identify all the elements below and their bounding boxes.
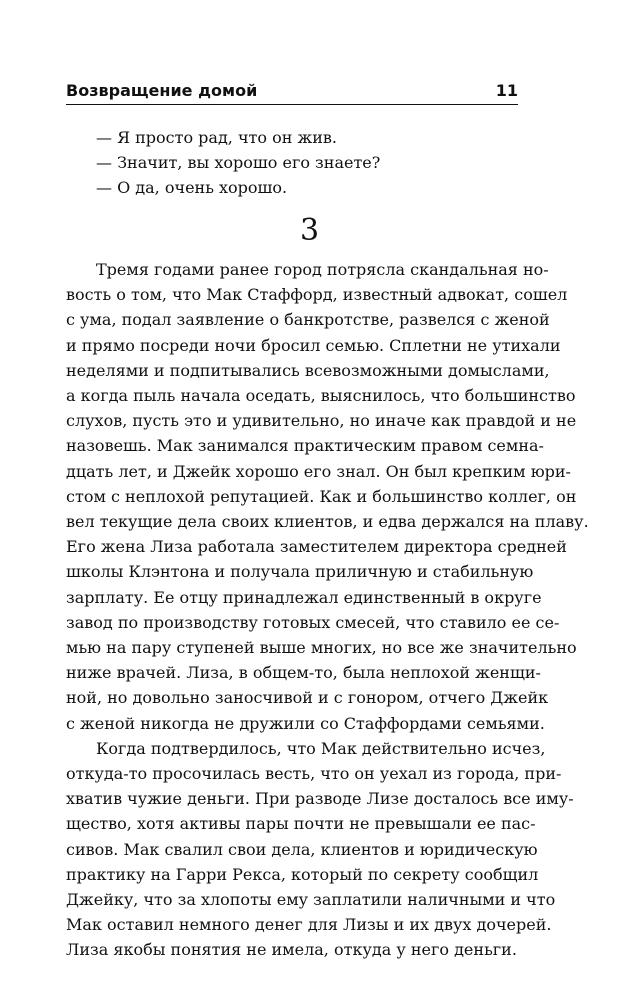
- paragraph-1-line: назовешь. Мак занимался практическим правом семна-: [66, 436, 544, 456]
- paragraph-1-line: с женой никогда не дружили со Стаффордами семьями.: [66, 713, 545, 733]
- paragraph-2-line: сивов. Мак свалил свои дела, клиентов и юридическую: [66, 839, 538, 859]
- paragraph-1-line: с ума, подал заявление о банкротстве, развелся с женой: [66, 310, 550, 330]
- paragraph-1-line: зарплату. Ее отцу принадлежал единственный в округе: [66, 587, 542, 607]
- running-header-title: Возвращение домой: [66, 81, 258, 100]
- paragraph-1-line: вость о том, что Мак Стаффорд, известный адвокат, сошел: [66, 285, 568, 305]
- paragraph-1-line: слухов, пусть это и удивительно, но иначе как правдой и не: [66, 411, 577, 431]
- paragraph-1-line: завод по производству готовых смесей, что ставило ее се-: [66, 612, 560, 632]
- dialogue-line: — Я просто рад, что он жив.: [96, 128, 337, 147]
- chapter-body: [66, 257, 589, 963]
- paragraph-1-line: школы Клэнтона и получала приличную и стабильную: [66, 562, 534, 582]
- paragraph-2-line: Джейку, что за хлопоты ему заплатили наличными и что: [66, 890, 556, 910]
- paragraph-1-line: вел текущие дела своих клиентов, и едва держался на плаву.: [66, 512, 589, 532]
- paragraph-2-line: Когда подтвердилось, что Мак действительно исчез,: [96, 738, 546, 758]
- paragraph-1-line: Тремя годами ранее город потрясла скандальная но-: [96, 260, 549, 279]
- paragraph-1-line: неделями и подпитывались всевозможными домыслами,: [66, 360, 550, 380]
- header-rule: [66, 104, 518, 105]
- paragraph-1-line: а когда пыль начала оседать, выяснилось, что большинство: [66, 386, 576, 406]
- page-number: 11: [495, 81, 518, 100]
- dialogue-block: [66, 125, 518, 201]
- paragraph-2-line: щество, хотя активы пары почти не превышали ее пас-: [66, 814, 536, 834]
- dialogue-line: — О да, очень хорошо.: [96, 178, 288, 198]
- paragraph-1-line: ниже врачей. Лиза, в общем-то, была неплохой женщи-: [66, 663, 541, 683]
- paragraph-1-line: мью на пару ступеней выше многих, но все же значительно: [66, 638, 577, 658]
- paragraph-2-line: Мак оставил немного денег для Лизы и их двух дочерей.: [66, 915, 552, 935]
- paragraph-1-line: ной, но довольно заносчивой и с гонором, отчего Джейк: [66, 688, 549, 708]
- paragraph-2-line: практику на Гарри Рекса, который по секрету сообщил: [66, 864, 539, 884]
- paragraph-1-line: Его жена Лиза работала заместителем директора средней: [66, 537, 567, 557]
- paragraph-1-line: и прямо посреди ночи бросил семью. Сплетни не утихали: [66, 335, 561, 355]
- chapter-number: 3: [299, 213, 320, 248]
- paragraph-2-line: Лиза якобы понятия не имела, откуда у него деньги.: [66, 940, 517, 960]
- paragraph-2-line: хватив чужие деньги. При разводе Лизе досталось все иму-: [66, 789, 574, 809]
- paragraph-1-line: дцать лет, и Джейк хорошо его знал. Он был крепким юри-: [66, 461, 571, 481]
- paragraph-2-line: откуда-то просочилась весть, что он уехал из города, при-: [66, 764, 562, 784]
- paragraph-1-line: стом с неплохой репутацией. Как и большинство коллег, он: [66, 486, 577, 506]
- dialogue-line: — Значит, вы хорошо его знаете?: [96, 153, 381, 173]
